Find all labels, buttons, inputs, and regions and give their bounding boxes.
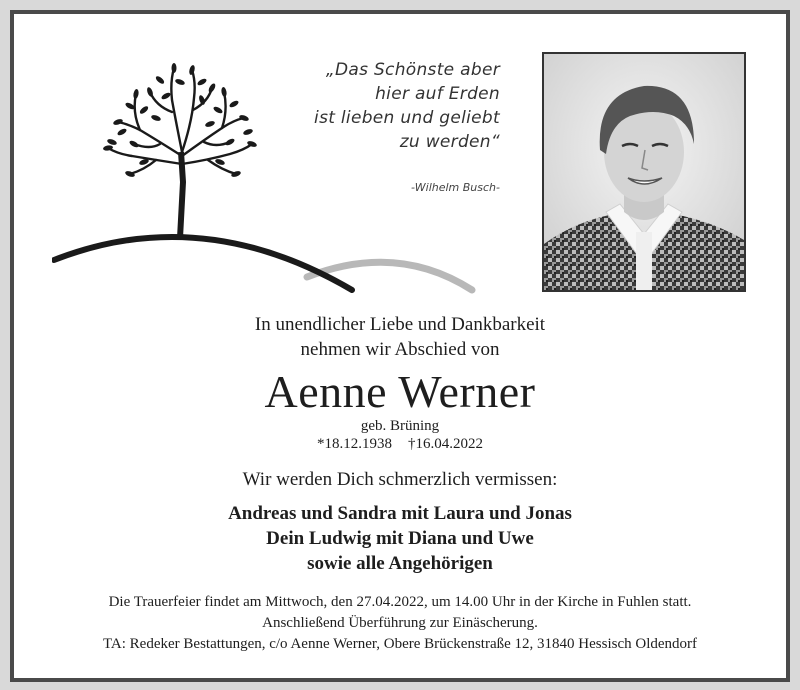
quote: [250, 58, 500, 154]
quote-author: -Wilhelm Busch-: [410, 181, 500, 194]
mourners-list: [14, 501, 786, 576]
notice-line: Anschließend Überführung zur Einäscherung.: [262, 615, 538, 631]
portrait-illustration: [544, 54, 744, 290]
obituary-card: [10, 10, 790, 682]
death-date: †16.04.2022: [408, 436, 483, 452]
life-dates: [14, 436, 786, 453]
mourning-intro: Wir werden Dich schmerzlich vermissen:: [242, 469, 558, 490]
mourner-line: sowie alle Angehörigen: [307, 553, 493, 574]
funeral-notice: [14, 592, 786, 655]
mourner-line: Dein Ludwig mit Diana und Uwe: [266, 528, 534, 549]
birth-name: geb. Brüning: [360, 418, 440, 434]
quote-line: hier auf Erden: [375, 84, 500, 104]
intro-line: nehmen wir Abschied von: [300, 339, 500, 360]
quote-line: zu werden“: [399, 132, 500, 152]
notice-line: Die Trauerfeier findet am Mittwoch, den 27.04.2022, um 14.00 Uhr in der Kirche in Fuhlen statt.: [108, 594, 692, 610]
birth-date: *18.12.1938: [317, 436, 392, 452]
intro-line: In unendlicher Liebe und Dankbarkeit: [254, 314, 546, 335]
intro-text: [14, 312, 786, 362]
portrait-photo: [542, 52, 746, 292]
quote-line: ist lieben und geliebt: [314, 108, 500, 128]
quote-line: „Das Schönste aber: [325, 60, 500, 80]
deceased-name: Aenne Werner: [264, 366, 536, 417]
notice-line: TA: Redeker Bestattungen, c/o Aenne Werner, Obere Brückenstraße 12, 31840 Hessisch Oldendorf: [102, 636, 698, 652]
mourner-line: Andreas und Sandra mit Laura und Jonas: [228, 503, 572, 524]
